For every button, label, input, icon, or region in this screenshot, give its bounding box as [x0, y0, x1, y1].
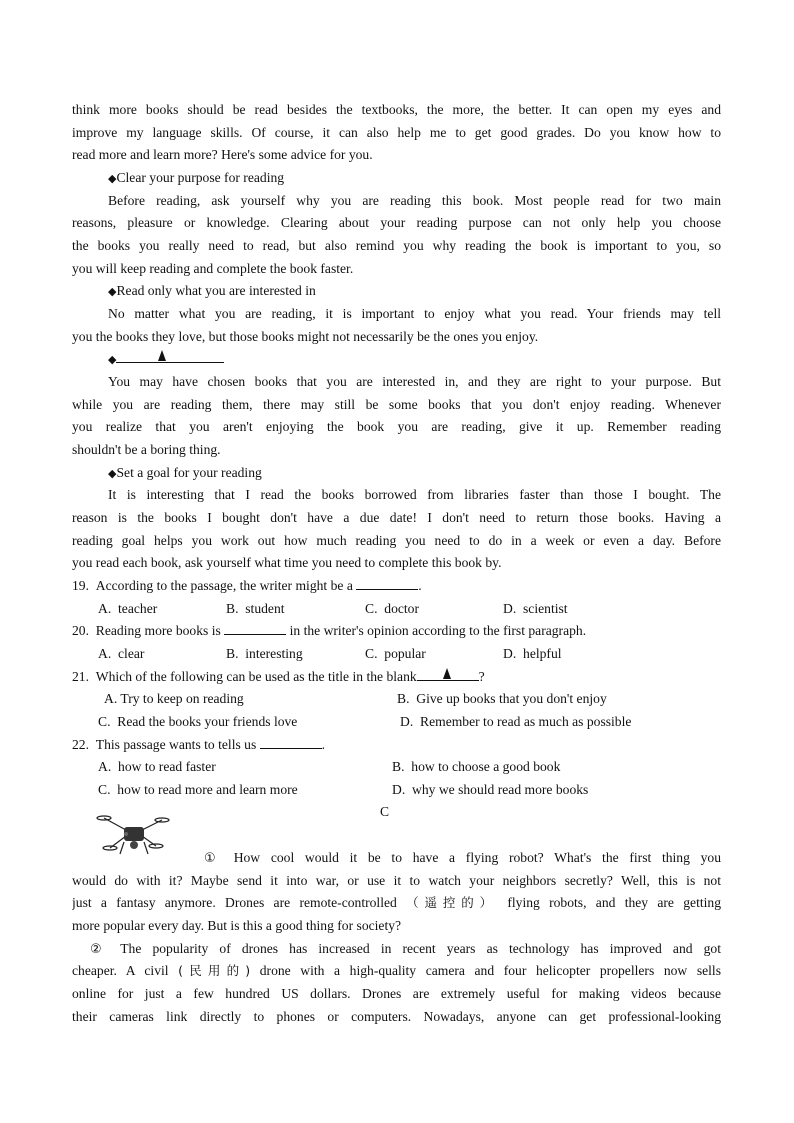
para4-line-3: reading goal helps you work out how much reading you need to do in a week or even a day. Before [72, 533, 721, 548]
question-20: 20. Reading more books is in the writer's opinion according to the first paragraph. [72, 623, 587, 638]
landing-leg [144, 842, 148, 854]
heading-blank [108, 350, 224, 369]
intro-line-3: read more and learn more? Here's some advice for you. [72, 147, 373, 162]
q21-option-c[interactable]: C. Read the books your friends love [98, 714, 298, 729]
q22-option-d[interactable]: D. why we should read more books [392, 782, 589, 797]
answer-blank[interactable] [356, 577, 418, 590]
drone-illustration [96, 810, 172, 862]
q22-option-a[interactable]: A. how to read faster [98, 759, 216, 774]
q21-option-a[interactable]: A. Try to keep on reading [104, 691, 244, 706]
q22-option-b[interactable]: B. how to choose a good book [392, 759, 561, 774]
diamond-bullet-icon: ◆ [108, 285, 117, 298]
diamond-bullet-icon: ◆ [108, 467, 117, 480]
q21-option-b[interactable]: B. Give up books that you don't enjoy [397, 691, 607, 706]
diamond-bullet-icon: ◆ [108, 353, 117, 366]
c-para2-line-1: ② The popularity of drones has increased in recent years as technology has improved and got [90, 941, 721, 957]
drone-camera [130, 841, 138, 849]
triangle-marker-icon [443, 668, 451, 679]
para3-line-1: You may have chosen books that you are interested in, and they are right to your purpose. But [108, 374, 721, 389]
c-para2-line-3: online for just a few hundred US dollars. Drones are extremely useful for making videos because [72, 986, 721, 1001]
triangle-marker-icon [158, 350, 166, 361]
paragraph-marker-2: ② [90, 942, 110, 957]
heading-read-interested: ◆Read only what you are interested in [108, 283, 316, 298]
q20-option-b[interactable]: B. interesting [226, 646, 303, 661]
para4-line-1: It is interesting that I read the books borrowed from libraries faster than those I bought. The [108, 487, 721, 502]
paragraph-marker-1: ① [204, 851, 223, 866]
intro-line-1: think more books should be read besides the textbooks, the more, the better. It can open my eyes and [72, 102, 721, 117]
heading-clear-purpose: ◆Clear your purpose for reading [108, 170, 285, 185]
q19-option-a[interactable]: A. teacher [98, 601, 158, 616]
passage-c-label: C [380, 804, 390, 819]
answer-blank[interactable] [224, 622, 286, 635]
drone-light [124, 832, 128, 836]
q19-option-d[interactable]: D. scientist [503, 601, 568, 616]
answer-blank[interactable] [260, 736, 322, 749]
answer-blank[interactable] [417, 668, 479, 681]
para4-line-4: you read each book, ask yourself what time you need to complete this book by. [72, 555, 502, 570]
intro-line-2: improve my language skills. Of course, it can also help me to get good grades. Do you know how to [72, 125, 721, 140]
heading-set-goal: ◆Set a goal for your reading [108, 465, 262, 480]
q20-option-d[interactable]: D. helpful [503, 646, 562, 661]
para4-line-2: reason is the books I bought don't have a due date! I don't need to return those books. Having a [72, 510, 721, 525]
landing-leg [120, 842, 124, 854]
diamond-bullet-icon: ◆ [108, 172, 117, 185]
c-para2-line-2: cheaper. A civil (民用的) drone with a high-quality camera and four helicopter propellers now sells [72, 963, 721, 978]
para2-line-2: you the books they love, but those books might not necessarily be the ones you enjoy. [72, 329, 539, 344]
question-22: 22. This passage wants to tells us . [72, 737, 326, 752]
q20-option-a[interactable]: A. clear [98, 646, 145, 661]
para3-line-2: while you are reading them, there may still be some books that you don't enjoy reading. Whenever [72, 397, 721, 412]
para1-line-3: the books you really need to read, but also remind you why reading the book is important to you, so [72, 238, 721, 253]
para3-line-3: you realize that you aren't enjoying the book you are reading, give it up. Remember reading [72, 419, 721, 434]
para1-line-1: Before reading, ask yourself why you are reading this book. Most people read for two main [108, 193, 721, 208]
para2-line-1: No matter what you are reading, it is important to enjoy what you read. Your friends may tell [108, 306, 721, 321]
answer-blank[interactable] [116, 350, 224, 363]
para3-line-4: shouldn't be a boring thing. [72, 442, 221, 457]
c-para1-line-1: ① How cool would it be to have a flying robot? What's the first thing you [204, 850, 721, 866]
q20-option-c[interactable]: C. popular [365, 646, 426, 661]
q19-option-b[interactable]: B. student [226, 601, 285, 616]
q19-option-c[interactable]: C. doctor [365, 601, 419, 616]
para1-line-2: reasons, pleasure or knowledge. Clearing about your reading purpose can not only help you choose [72, 215, 721, 230]
c-para1-line-2: would do with it? Maybe send it into war, or use it to watch your neighbors secretly? Well, this is not [72, 873, 721, 888]
c-para1-line-3: just a fantasy anymore. Drones are remote-controlled （遥控的） flying robots, and they are getting [72, 895, 721, 910]
propeller [97, 816, 111, 820]
q22-option-c[interactable]: C. how to read more and learn more [98, 782, 298, 797]
question-19: 19. According to the passage, the writer might be a . [72, 578, 422, 593]
question-21: 21. Which of the following can be used as the title in the blank ? [72, 669, 485, 684]
c-para2-line-4: their cameras link directly to phones or computers. Nowadays, anyone can get professional-looking [72, 1009, 721, 1024]
c-para1-line-4: more popular every day. But is this a good thing for society? [72, 918, 402, 933]
q21-option-d[interactable]: D. Remember to read as much as possible [400, 714, 632, 729]
para1-line-4: you will keep reading and complete the book faster. [72, 261, 354, 276]
